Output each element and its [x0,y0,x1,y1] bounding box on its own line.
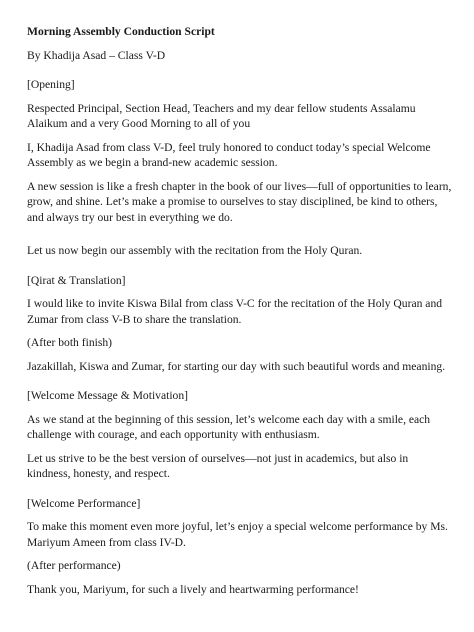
welcome-performance-paragraph-2: (After performance) [27,559,121,572]
opening-paragraph-3: A new session is like a fresh chapter in the book of our lives—full of opportunities to learn, grow, and shine. Let’s make a promise to ourselves to stay disciplined, be kind to others, and always try our best in everything we do. [27,179,452,224]
section-heading-opening: [Opening] [27,78,75,91]
section-heading-welcome-performance: [Welcome Performance] [27,496,141,510]
opening-paragraph-1: Respected Principal, Section Head, Teachers and my dear fellow students Assalamu Alaikum and a very Good Morning to all of you [27,101,416,130]
welcome-performance-paragraph-3: Thank you, Mariyum, for such a lively and heartwarming performance! [27,582,359,596]
section-heading-welcome-message: [Welcome Message & Motivation] [27,389,189,402]
welcome-performance-paragraph-1: To make this moment even more joyful, let’s enjoy a special welcome performance by Ms. Mariyum Ameen from class IV-D. [27,520,448,549]
welcome-message-paragraph-1: As we stand at the beginning of this session, let’s welcome each day with a smile, each challenge with courage, and each opportunity with enthusiasm. [27,412,431,441]
document-title: Morning Assembly Conduction Script [27,25,215,38]
section-heading-qirat: [Qirat & Translation] [27,273,126,287]
document-byline: By Khadija Asad – Class V-D [27,48,166,62]
welcome-message-paragraph-2: Let us strive to be the best version of ourselves—not just in academics, but also in kindness, honesty, and respect. [27,451,409,480]
opening-paragraph-2: I, Khadija Asad from class V-D, feel truly honored to conduct today’s special Welcome Assembly as we begin a brand-new academic session. [27,140,431,169]
qirat-paragraph-2: (After both finish) [27,336,113,349]
qirat-paragraph-3: Jazakillah, Kiswa and Zumar, for starting our day with such beautiful words and meaning. [27,359,446,373]
qirat-paragraph-1: I would like to invite Kiswa Bilal from class V-C for the recitation of the Holy Quran and Zumar from class V-B to share the translation. [27,297,443,326]
opening-paragraph-4: Let us now begin our assembly with the recitation from the Holy Quran. [27,244,363,257]
